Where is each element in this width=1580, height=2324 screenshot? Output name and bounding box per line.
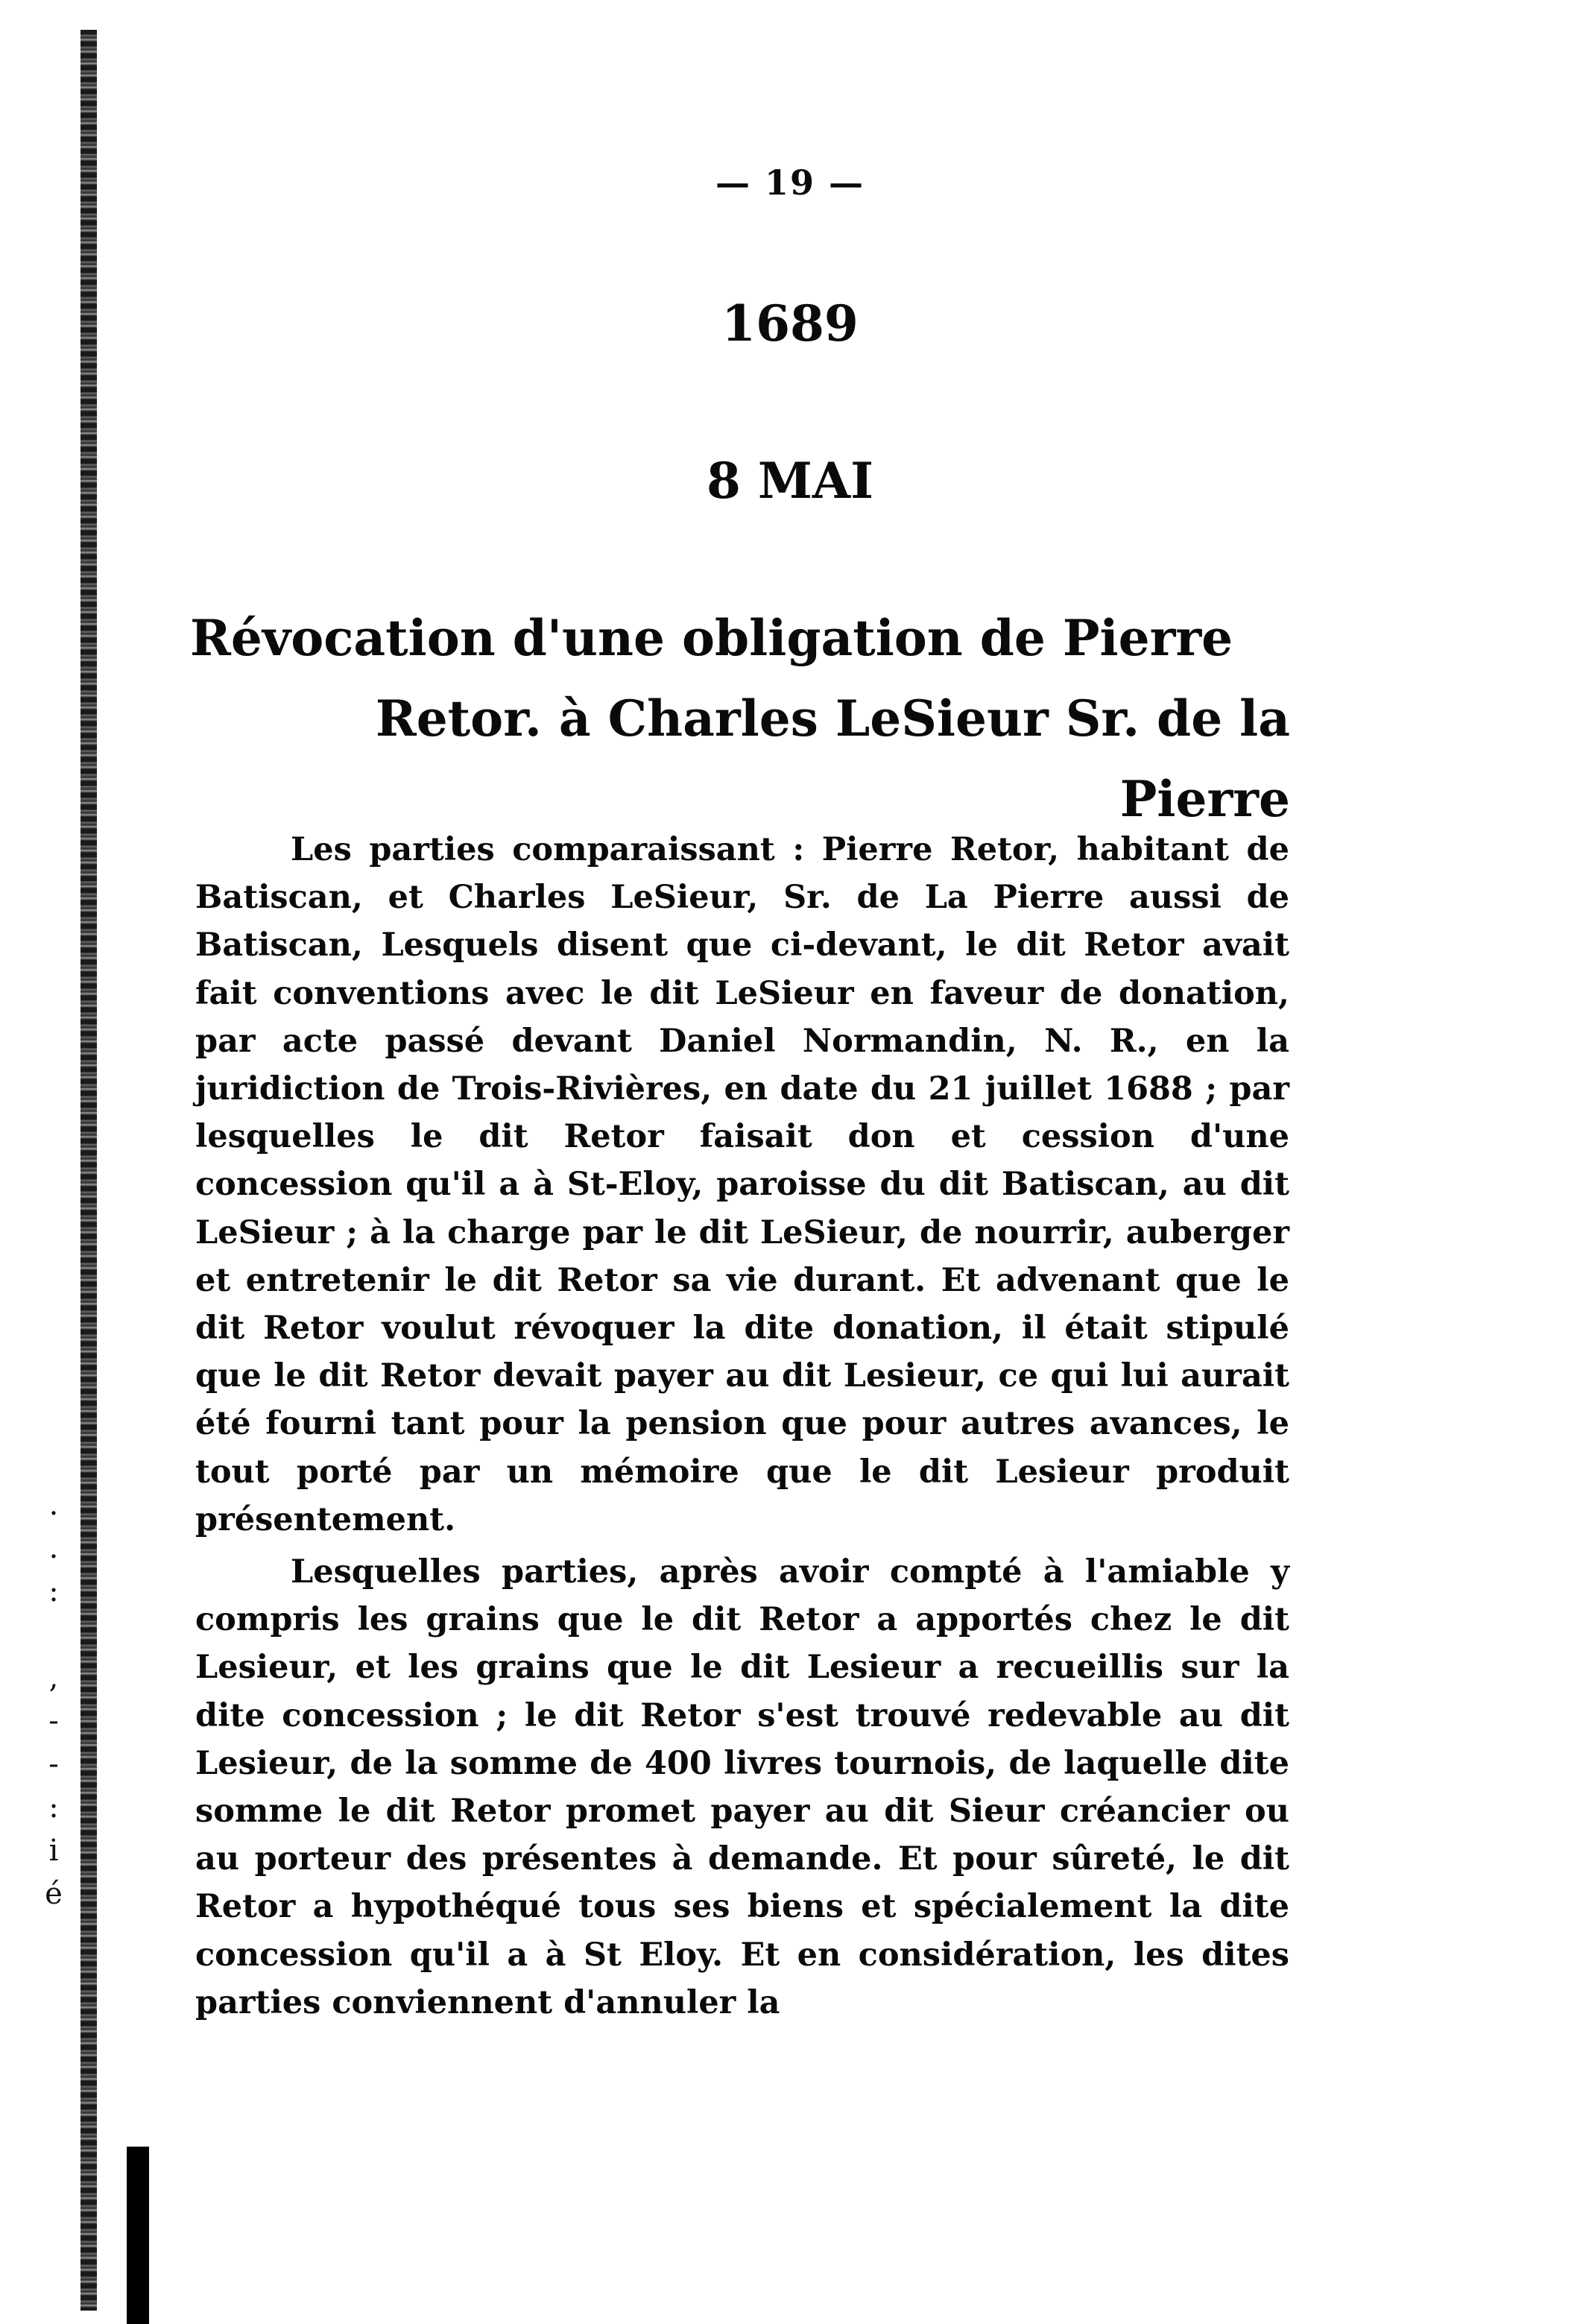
body-paragraph-2: Lesquelles parties, après avoir compté à l'amiable y compris les grains que le dit Retor a apportés chez le dit Lesieur, et les grains que le dit Lesieur a recueillis sur la dite concession ; le dit Retor s'est trouvé redevable au dit Lesieur, de la somme de 400 livres tournois, de laquelle dite somme le dit Retor promet payer au dit Sieur créancier ou au porteur des présentes à demande. Et pour sûreté, le dit Retor a hypothéqué tous ses biens et spécialement la dite concession qu'il a à St Eloy. Et en considération, les dites parties conviennent d'annuler la [195,1553,1289,2021]
page-binding-shadow [127,2147,149,2324]
body-paragraph-1: Les parties comparaissant : Pierre Retor, habitant de Batiscan, et Charles LeSieur, Sr. de La Pierre aussi de Batiscan, Lesquels disent que ci-devant, le dit Retor avait fait conventions avec le dit LeSieur en faveur de donation, par acte passé devant Daniel Normandin, N. R., en la juridiction de Trois-Rivières, en date du 21 juillet 1688 ; par lesquelles le dit Retor faisait don et cession d'une concession qu'il a à St-Eloy, paroisse du dit Batiscan, au dit LeSieur ; à la charge par le dit LeSieur, de nourrir, auberger et entretenir le dit Retor sa vie durant. Et advenant que le dit Retor voulut révoquer la dite donation, il était stipulé que le dit Retor devait payer au dit Lesieur, ce qui lui aurait été fourni tant pour la pension que pour autres avances, le tout porté par un mémoire que le dit Lesieur produit présentement. [195,831,1289,1538]
entry-date: 8 MAI [706,452,874,510]
entry-title-line-2: Retor. à Charles LeSieur Sr. de la Pierre [375,689,1290,828]
page-number: — 19 — [715,162,865,203]
entry-year: 1689 [721,294,859,353]
margin-bleed-marks: . . : , - - : i é [45,1488,63,1911]
entry-body [195,826,1289,2027]
page-binding-edge [80,30,97,2311]
entry-title-line-1: Révocation d'une obligation de Pierre [190,609,1233,667]
entry-title [190,598,1293,839]
